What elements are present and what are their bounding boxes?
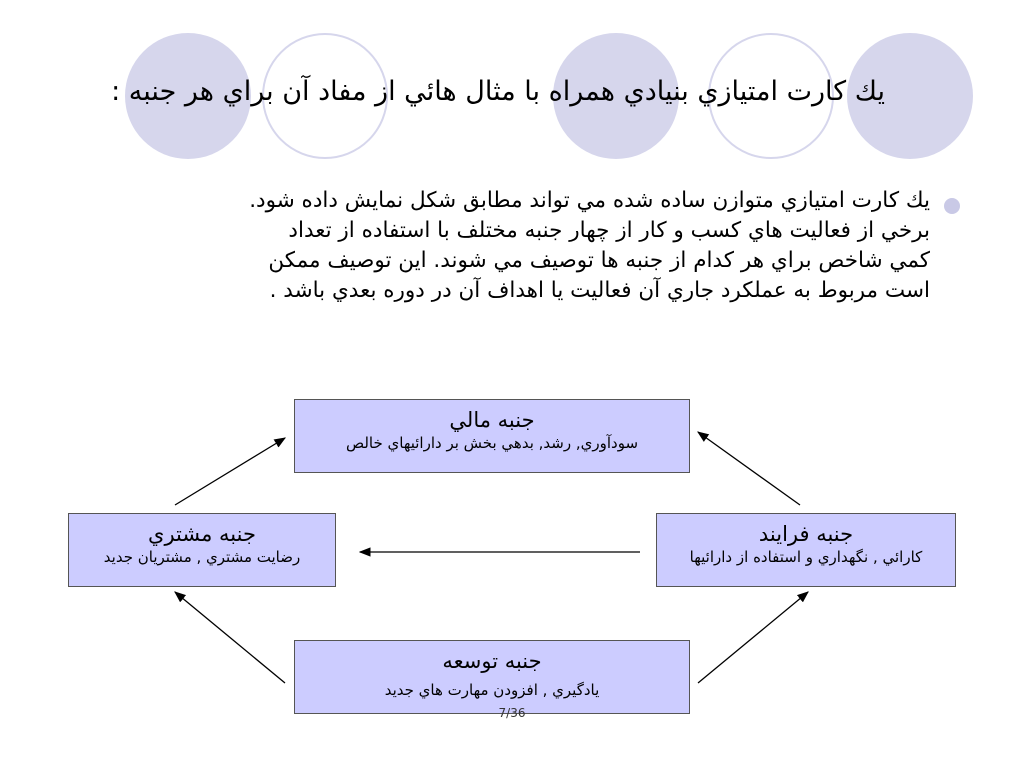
customer-title: جنبه مشتري	[148, 522, 256, 546]
arrow-development-to-customer	[175, 592, 285, 683]
development-subtitle: يادگيري , افزودن مهارت هاي جديد	[384, 681, 600, 699]
page-number: 7/36	[498, 706, 526, 720]
arrow-development-to-process	[698, 592, 808, 683]
development-box	[294, 640, 690, 714]
bullet-line: است مربوط به عملكرد جاري آن فعاليت يا اهداف آن در دوره بعدي باشد .	[269, 278, 930, 303]
arrow-customer-to-financial	[175, 438, 285, 505]
financial-box	[294, 399, 690, 473]
process-subtitle: كارائي , نگهداري و استفاده از دارائيها	[689, 548, 923, 566]
process-title: جنبه فرايند	[758, 522, 854, 546]
customer-subtitle: رضايت مشتري , مشتريان جديد	[103, 548, 301, 566]
financial-subtitle: سودآوري, رشد, بدهي بخش بر دارائيهاي خالص	[345, 434, 639, 452]
bullet-line: برخي از فعاليت هاي كسب و كار از چهار جنبه مختلف با استفاده از تعداد	[288, 218, 930, 243]
arrow-process-to-financial	[698, 432, 800, 505]
bullet-line: يك كارت امتيازي متوازن ساده شده مي تواند مطابق شكل نمايش داده شود.	[249, 188, 930, 213]
financial-title: جنبه مالي	[449, 408, 535, 432]
development-title: جنبه توسعه	[442, 649, 542, 673]
slide-title: يك كارت امتيازي بنيادي همراه با مثال هائي از مفاد آن براي هر جنبه :	[111, 76, 885, 107]
bullet-line: كمي شاخص براي هر كدام از جنبه ها توصيف مي شوند. اين توصيف ممكن	[268, 248, 930, 273]
process-box	[656, 513, 956, 587]
customer-box	[68, 513, 336, 587]
